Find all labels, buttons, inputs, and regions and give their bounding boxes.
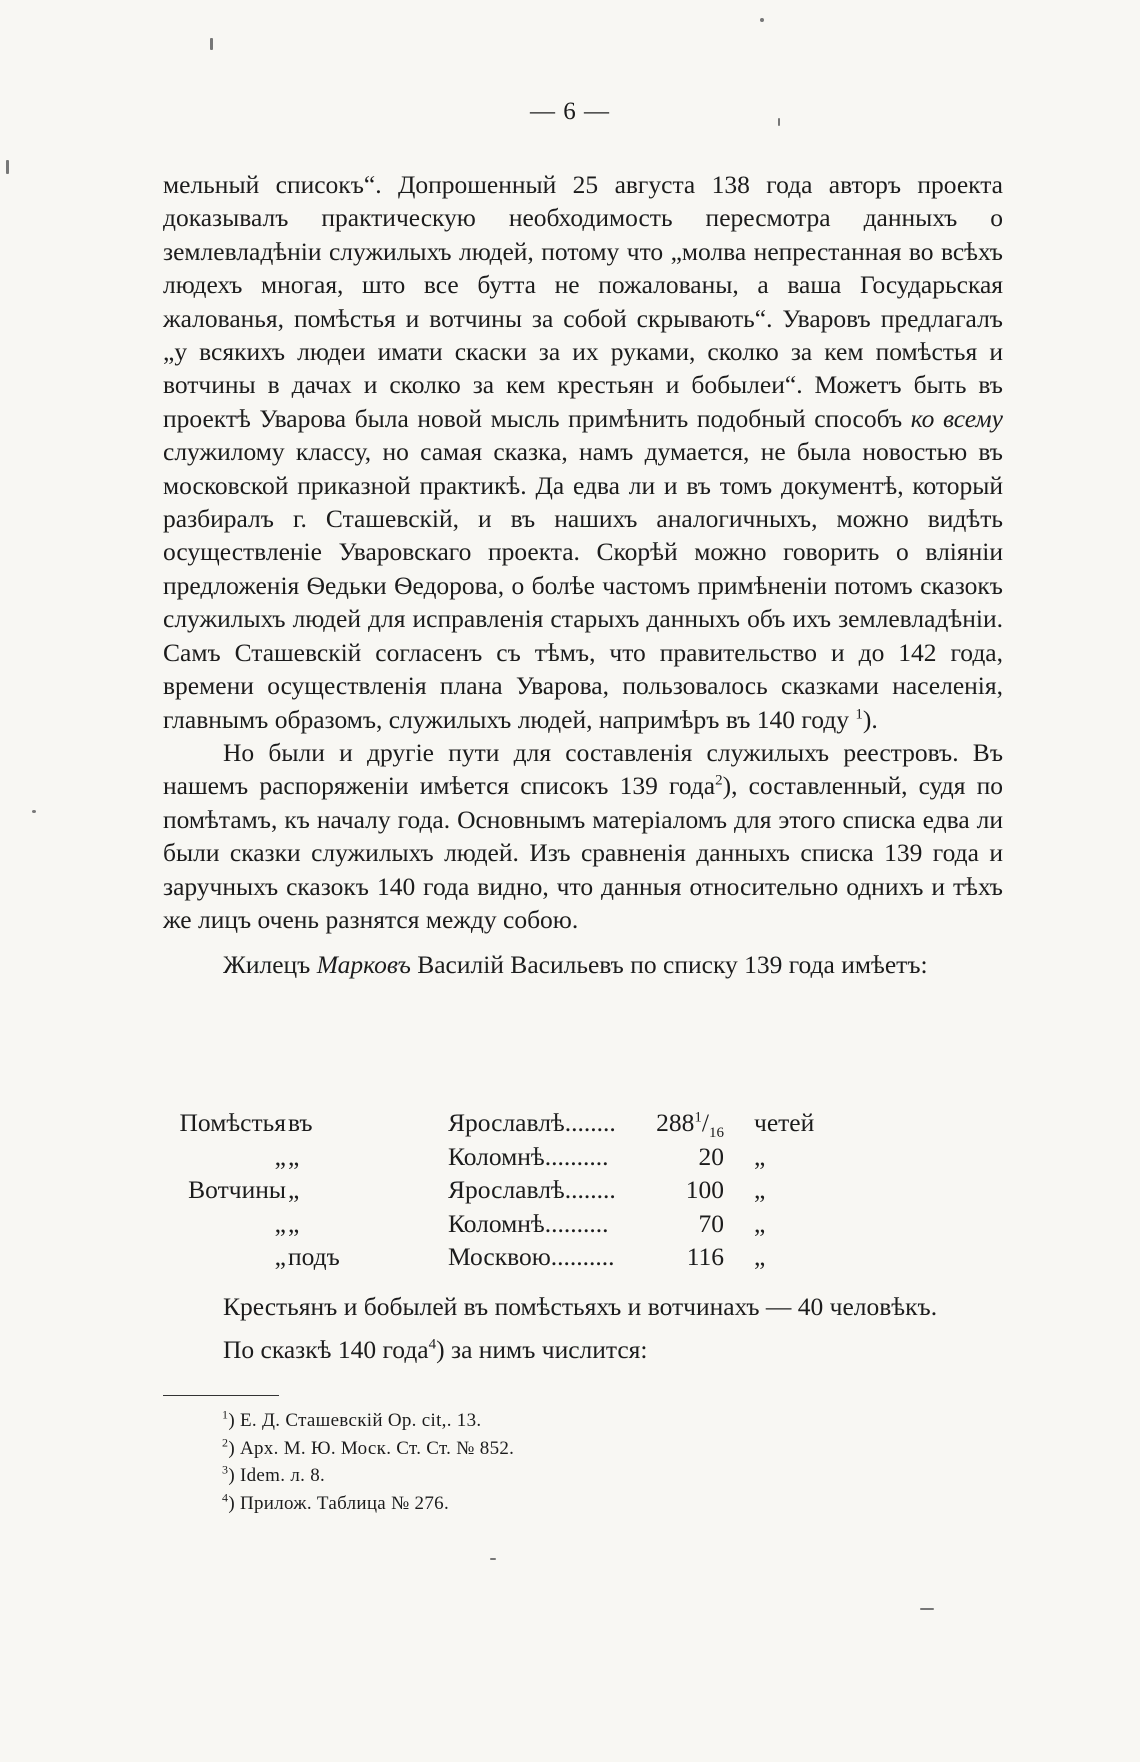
footnote-ref-4: 4 [428,1336,437,1353]
holding-unit: „ [754,1175,766,1204]
holding-category: Вотчины [188,1175,286,1204]
paragraph-3 [163,948,1003,981]
leader-dots: ........ [564,1175,616,1204]
paragraph-2 [163,736,1003,936]
scan-speck [6,160,9,174]
holding-place: Москвою.......... [448,1242,615,1271]
holding-category: „ [274,1242,286,1271]
holding-amount: 100 [685,1175,724,1204]
footnotes [222,1407,922,1517]
paragraph-1 [163,168,1003,736]
leader-dots: ........ [564,1108,616,1137]
holding-amount: 20 [698,1141,724,1171]
scan-speck [490,1558,496,1560]
footnote-ref-2: 2 [715,772,723,789]
holding-prep: „ [288,1208,300,1238]
scan-speck [920,1608,934,1610]
paragraph-2-text: Но были и другіе пути для составленія служилыхъ реестровъ. Въ нашемъ распоряженіи имѣется списокъ 139 года [163,737,1003,801]
body-text [163,168,1003,982]
surname-markov: Марковъ [316,950,411,980]
scan-speck [778,118,780,126]
footnote: $^2$) Арх. М. Ю. Моск. Ст. Ст. № 852. [222,1435,515,1459]
holding-place: Коломнѣ.......... [448,1141,609,1171]
scan-speck [32,810,36,813]
paragraph-3-text: Жилецъ [223,950,311,980]
paragraph-4: Крестьянъ и бобылей въ помѣстьяхъ и вотчинахъ — 40 человѣкъ. [223,1292,938,1321]
holdings-row [163,1207,1003,1241]
holding-prep: „ [288,1175,300,1204]
paragraph-1-text: мельный списокъ“. Допрошенный 25 августа 138 года авторъ проекта доказывалъ практическую необходимость пересмотра данныхъ о землевладѣніи служилыхъ людей, потому что „молва непрестанная во всѣхъ людехъ многая, што все бутта не пожалованы, а ваша Государьская жалованья, помѣстья и вотчины за собой скрывають“. Уваровъ предлагалъ „у всякихъ людеи имати скаски за их руками, сколко за кем помѣстья и вотчины в дачах и сколко за кем крестьян и бобылеи“. Можетъ быть въ проектѣ Уварова была новой мысль примѣнить подобный способъ [163,170,1003,433]
leader-dots: .......... [550,1242,615,1271]
footnote: $^3$) Idem. л. 8. [222,1462,326,1486]
scan-speck [210,38,213,50]
holding-prep: подъ [288,1242,340,1271]
holding-place: Ярославлѣ........ [448,1108,616,1137]
holding-place: Коломнѣ.......... [448,1208,609,1238]
paragraph-1-end: ). [862,704,878,734]
holding-prep: „ [288,1141,300,1171]
holding-category: „ [274,1141,286,1171]
footnote: $^4$) Прилож. Таблица № 276. [222,1490,450,1514]
scan-speck [760,18,764,22]
holding-unit: „ [754,1208,766,1238]
holding-unit: четей [754,1108,815,1137]
holding-unit: „ [754,1141,766,1171]
holdings-table [163,1106,1003,1274]
footnote: $^1$) Е. Д. Сташевскій Op. cit,. 13. [222,1407,482,1431]
holding-category: Помѣстья [179,1108,286,1137]
holdings-row [163,1106,1003,1140]
holding-prep: въ [288,1108,313,1137]
page-number: — 6 — [530,98,610,125]
holding-unit: „ [754,1242,766,1271]
after-table-text [163,1290,1003,1367]
paragraph-2-text-after: ), составленный, судя по помѣтамъ, къ началу года. Основнымъ матеріаломъ для этого списка едва ли были сказки служилыхъ людей. Изъ сравненія данныхъ списка 139 года и заручныхъ сказокъ 140 года видно, что данныя относительно однихъ и тѣхъ же лицъ очень разнятся между собою. [163,771,1003,934]
footnote-divider [163,1395,279,1396]
leader-dots: .......... [544,1141,609,1171]
holding-amount: 116 [686,1242,724,1271]
footnote-ref-1: 1 [855,706,863,722]
paragraph-5: По сказкѣ 140 года$^4$) за нимъ числится: [223,1335,648,1365]
paragraph-1-emphasis: ко всему [910,403,1003,433]
leader-dots: .......... [544,1208,609,1238]
holdings-row [163,1140,1003,1174]
paragraph-1-text-after: служилому классу, но самая сказка, намъ думается, не была новостью въ московской приказной практикѣ. Да едва ли и въ томъ документѣ, который разбиралъ г. Сташевскій, и въ нашихъ аналогичныхъ, можно видѣть осуществленіе Уваровскаго проекта. Скорѣй можно говорить о вліяніи предложенія Ѳедьки Ѳедорова, о болѣе частомъ примѣненіи потомъ сказокъ служилыхъ людей для исправленія старыхъ данныхъ объ ихъ землевладѣніи. Самъ Сташевскій согласенъ съ тѣмъ, что правительство и до 142 года, времени осуществленія плана Уварова, пользовалось сказками населенія, главнымъ образомъ, служилыхъ людей, напримѣръ въ 140 году [163,437,1003,734]
holding-place: Ярославлѣ........ [448,1175,616,1204]
holding-amount: $288^1/_{16}$ [656,1108,724,1142]
paragraph-3-text-after: Василій Васильевъ по списку 139 года имѣетъ: [417,950,928,980]
holding-category: „ [274,1208,286,1238]
holding-amount: 70 [698,1208,724,1238]
holdings-row [163,1173,1003,1207]
holdings-row [163,1240,1003,1274]
